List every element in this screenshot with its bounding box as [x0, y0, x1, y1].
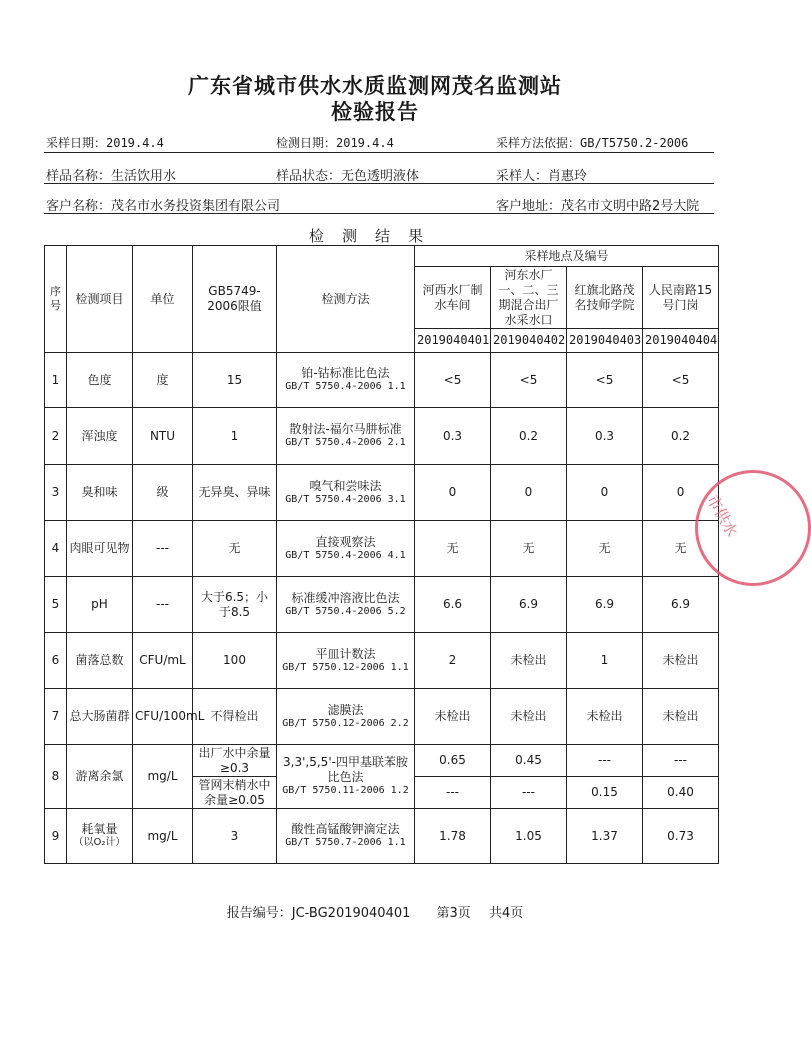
row-value: 未检出: [491, 633, 567, 689]
row-method: [277, 577, 415, 633]
row-unit: NTU: [133, 408, 193, 465]
row-method: [277, 689, 415, 745]
method-name: 平皿计数法: [315, 646, 376, 661]
results-title: 检测结果: [308, 227, 441, 245]
header-no: 序号: [45, 246, 67, 353]
row-value: <5: [491, 353, 567, 408]
row-value: 未检出: [643, 689, 719, 745]
method-name: 直接观察法: [315, 534, 376, 549]
row-no: 4: [45, 521, 67, 577]
site-code: 2019040403: [567, 329, 643, 353]
row-method: [277, 353, 415, 408]
row-item: [67, 809, 133, 864]
table-row: [45, 809, 719, 864]
site-name: 河东水厂一、二、三期混合出厂水采水口: [491, 267, 567, 329]
row-method: [277, 633, 415, 689]
row-value: 0.45: [491, 745, 567, 777]
row-no: 3: [45, 465, 67, 521]
row-value: 1: [567, 633, 643, 689]
results-table: [44, 245, 719, 864]
row-value: 1.78: [415, 809, 491, 864]
row-value: 2: [415, 633, 491, 689]
table-row: [45, 633, 719, 689]
method-standard: GB/T 5750.12-2006 1.1: [282, 661, 409, 673]
row-no: 7: [45, 689, 67, 745]
row-limit: 不得检出: [193, 689, 277, 745]
row-no: 2: [45, 408, 67, 465]
method-name: 铂-钴标准比色法: [301, 366, 390, 381]
table-row: [45, 521, 719, 577]
row-method: [277, 521, 415, 577]
seal-text: 市供水: [703, 491, 742, 540]
report-title: 检验报告: [331, 100, 419, 124]
row-item: 游离余氯: [67, 745, 133, 809]
row-value: 0: [415, 465, 491, 521]
row-value: 1.37: [567, 809, 643, 864]
row-value: 0.73: [643, 809, 719, 864]
method-standard: GB/T 5750.4-2006 4.1: [285, 549, 406, 561]
row-value: ---: [415, 777, 491, 809]
row-no: 9: [45, 809, 67, 864]
row-value: 未检出: [643, 633, 719, 689]
row-no: 6: [45, 633, 67, 689]
table-row: [45, 408, 719, 465]
row-item: 色度: [67, 353, 133, 408]
method-name: 嗅气和尝味法: [309, 478, 382, 493]
row-value: <5: [643, 353, 719, 408]
header-limit: GB5749-2006限值: [193, 246, 277, 353]
header-item: 检测项目: [67, 246, 133, 353]
method-name: 散射法-福尔马肼标准: [289, 422, 402, 437]
org-title: 广东省城市供水水质监测网茂名监测站: [188, 74, 562, 98]
row-unit: mg/L: [133, 809, 193, 864]
method-standard: GB/T 5750.7-2006 1.1: [285, 837, 406, 849]
row-value: 1.05: [491, 809, 567, 864]
row-value: 无: [415, 521, 491, 577]
table-row: [45, 353, 719, 408]
footer: [0, 902, 750, 921]
row-value: 0.40: [643, 777, 719, 809]
header-unit: 单位: [133, 246, 193, 353]
test-date: 检测日期：2019.4.4: [276, 136, 394, 150]
row-method: [277, 809, 415, 864]
method-name: 标准缓冲溶液比色法: [291, 590, 400, 605]
row-value: 无: [567, 521, 643, 577]
table-row: [45, 689, 719, 745]
row-limit: 无: [193, 521, 277, 577]
row-limit: 100: [193, 633, 277, 689]
site-code: 2019040401: [415, 329, 491, 353]
sample-name: 样品名称：生活饮用水: [46, 169, 177, 184]
row-limit: 大于6.5；小于8.5: [193, 577, 277, 633]
row-value: 0.15: [567, 777, 643, 809]
method-standard: GB/T 5750.4-2006 3.1: [285, 493, 406, 505]
row-no: 8: [45, 745, 67, 809]
row-item: pH: [67, 577, 133, 633]
item-name: 耗氧量: [81, 822, 118, 837]
site-name: 人民南路15号门岗: [643, 267, 719, 329]
row-unit: 级: [133, 465, 193, 521]
row-value: 6.9: [567, 577, 643, 633]
header-method: 检测方法: [277, 246, 415, 353]
item-note: （以O₂计）: [73, 837, 126, 849]
row-item: 臭和味: [67, 465, 133, 521]
row-method: [277, 465, 415, 521]
client-address: 客户地址：茂名市文明中路2号大院: [496, 199, 700, 214]
site-name: 红旗北路茂名技师学院: [567, 267, 643, 329]
row-value: 6.9: [643, 577, 719, 633]
row-value: 0.3: [415, 408, 491, 465]
table-row: [45, 577, 719, 633]
method-basis: 采样方法依据：GB/T5750.2-2006: [496, 136, 689, 150]
row-value: 未检出: [491, 689, 567, 745]
row-limit: 无异臭、异味: [193, 465, 277, 521]
page-number: 第3页: [436, 906, 471, 921]
row-value: 0.2: [643, 408, 719, 465]
meta-row-1: [44, 132, 714, 153]
method-name: 滤膜法: [327, 702, 364, 717]
row-value: ---: [567, 745, 643, 777]
row-limit: 1: [193, 408, 277, 465]
meta-row-2: [44, 163, 714, 184]
sampler: 采样人：肖惠玲: [496, 169, 588, 184]
row-limit: 管网末梢水中余量≥0.05: [193, 777, 277, 809]
method-name: 3,3',5,5'-四甲基联苯胺比色法: [283, 755, 408, 785]
row-value: 未检出: [567, 689, 643, 745]
row-value: <5: [415, 353, 491, 408]
row-method: [277, 408, 415, 465]
meta-row-3: [44, 193, 714, 214]
row-value: 0.3: [567, 408, 643, 465]
row-value: ---: [643, 745, 719, 777]
row-no: 5: [45, 577, 67, 633]
row-value: <5: [567, 353, 643, 408]
site-code: 2019040404: [643, 329, 719, 353]
site-name: 河西水厂制水车间: [415, 267, 491, 329]
row-value: 0.2: [491, 408, 567, 465]
row-value: 6.9: [491, 577, 567, 633]
row-unit: CFU/100mL: [133, 689, 193, 745]
row-item: 总大肠菌群: [67, 689, 133, 745]
row-unit: 度: [133, 353, 193, 408]
header-sites-group: 采样地点及编号: [415, 246, 719, 267]
method-standard: GB/T 5750.11-2006 1.2: [282, 785, 409, 797]
row-unit: mg/L: [133, 745, 193, 809]
report-number: 报告编号：JC-BG2019040401: [226, 906, 411, 921]
row-value: 无: [643, 521, 719, 577]
row-value: 0: [643, 465, 719, 521]
sample-state: 样品状态：无色透明液体: [276, 169, 420, 184]
page-total: 共4页: [488, 906, 524, 921]
method-standard: GB/T 5750.4-2006 2.1: [285, 437, 406, 449]
site-code: 2019040402: [491, 329, 567, 353]
row-value: 未检出: [415, 689, 491, 745]
method-name: 酸性高锰酸钾滴定法: [291, 822, 400, 837]
row-value: 0: [567, 465, 643, 521]
method-standard: GB/T 5750.4-2006 5.2: [285, 605, 406, 617]
row-limit: 3: [193, 809, 277, 864]
sample-date: 采样日期：2019.4.4: [46, 136, 164, 150]
row-value: 0.65: [415, 745, 491, 777]
red-seal-stamp: [695, 470, 811, 586]
row-item: 浑浊度: [67, 408, 133, 465]
row-unit: CFU/mL: [133, 633, 193, 689]
row-unit: ---: [133, 577, 193, 633]
row-item: 菌落总数: [67, 633, 133, 689]
row-value: 6.6: [415, 577, 491, 633]
row-value: ---: [491, 777, 567, 809]
row-no: 1: [45, 353, 67, 408]
row-value: 无: [491, 521, 567, 577]
row-item: 肉眼可见物: [67, 521, 133, 577]
row-method: [277, 745, 415, 809]
row-value: 0: [491, 465, 567, 521]
table-row: [45, 465, 719, 521]
row-unit: ---: [133, 521, 193, 577]
table-row: [45, 745, 719, 777]
method-standard: GB/T 5750.4-2006 1.1: [285, 381, 406, 393]
row-limit: 15: [193, 353, 277, 408]
method-standard: GB/T 5750.12-2006 2.2: [282, 717, 409, 729]
client-name: 客户名称：茂名市水务投资集团有限公司: [46, 199, 281, 214]
row-limit: 出厂水中余量≥0.3: [193, 745, 277, 777]
